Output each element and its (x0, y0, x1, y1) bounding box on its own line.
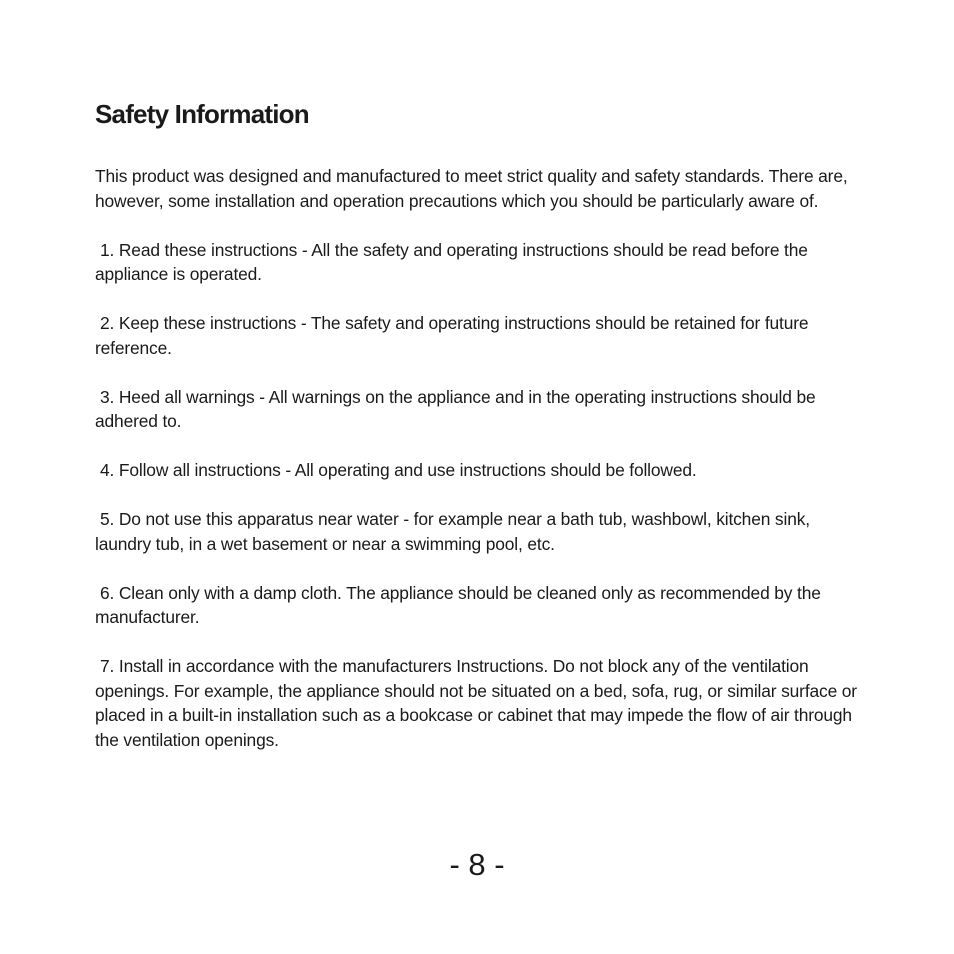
safety-item-5: 5. Do not use this apparatus near water - for example near a bath tub, washbowl, kitchen sink, laundry tub, in a wet basement or near a swimming pool, etc. (95, 509, 810, 554)
intro-paragraph: This product was designed and manufactured to meet strict quality and safety standards. There are, however, some installation and operation precautions which you should be particularly aware of. (95, 166, 848, 211)
safety-item-7: 7. Install in accordance with the manufacturers Instructions. Do not block any of the ventilation openings. For example, the appliance should not be situated on a bed, sofa, rug, or similar surface or placed in a built-in installation such as a bookcase or cabinet that may impede the flow of air through the ventilation openings. (95, 656, 857, 750)
page-title: Safety Information (95, 99, 309, 129)
safety-item-3: 3. Heed all warnings - All warnings on the appliance and in the operating instructions should be adhered to. (95, 386, 816, 431)
safety-item-2: 2. Keep these instructions - The safety and operating instructions should be retained for future reference. (95, 313, 809, 358)
page-content (95, 96, 865, 777)
safety-item-6: 6. Clean only with a damp cloth. The appliance should be cleaned only as recommended by the manufacturer. (95, 582, 821, 627)
safety-item-1: 1. Read these instructions - All the safety and operating instructions should be read before the appliance is operated. (95, 239, 808, 284)
safety-item-4: 4. Follow all instructions - All operating and use instructions should be followed. (100, 460, 697, 480)
page-number: - 8 - (449, 847, 505, 882)
